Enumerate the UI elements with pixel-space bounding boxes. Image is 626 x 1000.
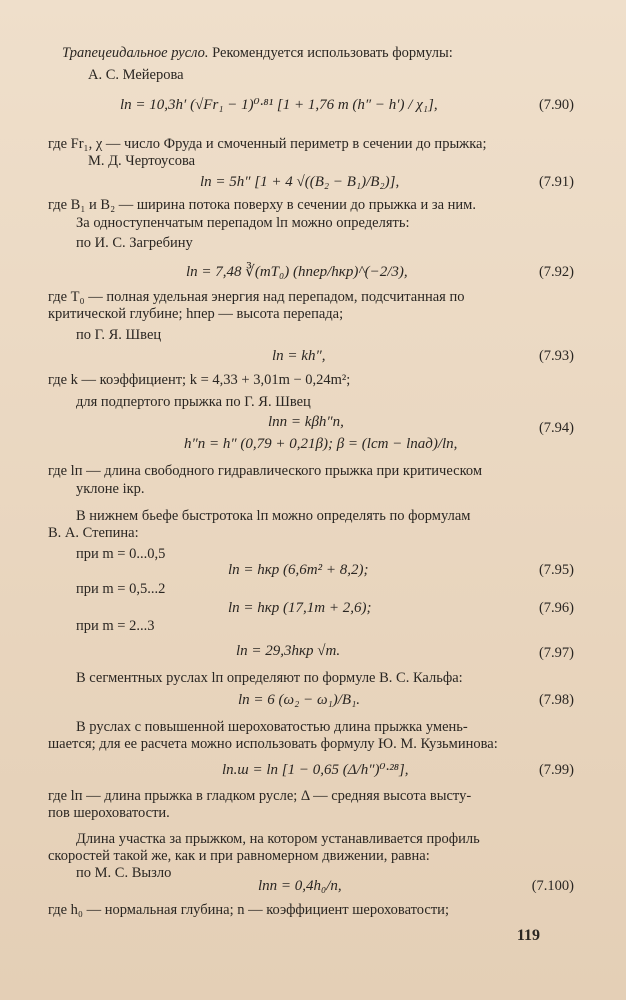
body-line: где B₁ и B₂ — ширина потока поверху в сечении до прыжка и за ним. <box>48 197 476 213</box>
body-line: для подпертого прыжка по Г. Я. Швец <box>76 394 311 410</box>
equation: lпп = 0,4h₀/n, <box>258 878 342 894</box>
equation: lп = hкр (17,1m + 2,6); <box>228 600 372 616</box>
equation-number: (7.90) <box>538 97 574 113</box>
equation-number: (7.95) <box>538 562 574 578</box>
body-line: А. С. Мейерова <box>88 67 184 83</box>
body-line: при m = 0,5...2 <box>76 581 166 597</box>
body-line: В руслах с повышенной шероховатостью длина прыжка умень- <box>76 719 468 735</box>
equation-number: (7.97) <box>538 645 574 661</box>
body-line: по И. С. Загребину <box>76 235 193 251</box>
equation-number: (7.93) <box>538 348 574 364</box>
equation: lпп = kβh″п, <box>268 414 344 430</box>
equation: lп = kh″, <box>272 348 326 364</box>
equation: lп = 10,3h′ (√Fr₁ − 1)⁰·⁸¹ [1 + 1,76 m (h″ − h′) / χ₁], <box>120 97 438 113</box>
body-line: где h₀ — нормальная глубина; n — коэффициент шероховатости; <box>48 902 449 918</box>
body-line: За одноступенчатым перепадом lп можно определять: <box>76 215 410 231</box>
body-line: где T₀ — полная удельная энергия над перепадом, подсчитанная по <box>48 289 465 305</box>
equation-number: (7.94) <box>538 420 574 436</box>
equation-number: (7.98) <box>538 692 574 708</box>
body-line: при m = 0...0,5 <box>76 546 166 562</box>
body-line: по М. С. Вызло <box>76 865 172 881</box>
equation: lп = 7,48 ∛(mT₀) (hпер/hкр)^(−2/3), <box>186 264 408 280</box>
body-line: шается; для ее расчета можно использовать формулу Ю. М. Кузьминова: <box>48 736 498 752</box>
equation-number: (7.96) <box>538 600 574 616</box>
body-line: где k — коэффициент; k = 4,33 + 3,01m − 0,24m²; <box>48 372 351 388</box>
body-line: где Fr₁, χ — число Фруда и смоченный периметр в сечении до прыжка; <box>48 136 487 152</box>
body-line: где lп — длина свободного гидравлического прыжка при критическом <box>48 463 483 479</box>
equation: lп = hкр (6,6m² + 8,2); <box>228 562 369 578</box>
body-line: Трапецеидальное русло. Рекомендуется использовать формулы: <box>62 45 453 61</box>
body-line: В. А. Степина: <box>48 525 139 541</box>
body-line: уклоне iкр. <box>76 481 145 497</box>
equation-number: (7.92) <box>538 264 574 280</box>
body-line: Длина участка за прыжком, на котором устанавливается профиль <box>76 831 480 847</box>
page-number: 119 <box>516 927 540 944</box>
equation-number: (7.91) <box>538 174 574 190</box>
body-line: В сегментных руслах lп определяют по формуле В. С. Кальфа: <box>76 670 463 686</box>
body-line: критической глубине; hпер — высота перепада; <box>48 306 344 322</box>
equation-number: (7.100) <box>531 878 574 894</box>
body-line: где lп — длина прыжка в гладком русле; Δ — средняя высота высту- <box>48 788 472 804</box>
body-line: М. Д. Чертоусова <box>88 153 196 169</box>
body-line: скоростей такой же, как и при равномерном движении, равна: <box>48 848 430 864</box>
equation: lп = 29,3hкр √m. <box>236 643 341 659</box>
equation: lп.ш = lп [1 − 0,65 (Δ/h″)⁰·²⁸], <box>222 762 409 778</box>
body-line: по Г. Я. Швец <box>76 327 162 343</box>
equation: lп = 6 (ω₂ − ω₁)/B₁. <box>238 692 361 708</box>
body-line: при m = 2...3 <box>76 618 155 634</box>
equation: lп = 5h″ [1 + 4 √((B₂ − B₁)/B₂)], <box>200 174 400 190</box>
equation-number: (7.99) <box>538 762 574 778</box>
equation: h″п = h″ (0,79 + 0,21β); β = (lст − lпад)/lп, <box>184 436 458 452</box>
body-line: В нижнем бьефе быстротока lп можно определять по формулам <box>76 508 471 524</box>
body-line: пов шероховатости. <box>48 805 170 821</box>
